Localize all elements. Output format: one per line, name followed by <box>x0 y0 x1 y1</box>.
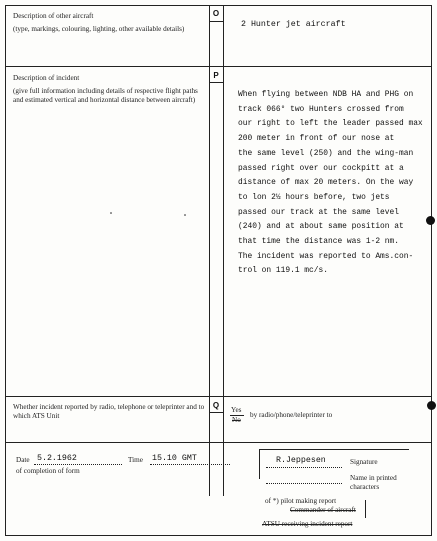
code-q: Q <box>212 401 220 410</box>
speck <box>110 212 112 214</box>
other-aircraft-value[interactable]: 2 Hunter jet aircraft <box>241 20 346 29</box>
signature-box-top <box>259 449 409 450</box>
signer-name[interactable]: R.Jeppesen <box>276 456 326 465</box>
narrative-line: to lon 2½ hours before, two jets <box>238 192 390 202</box>
time-underline <box>150 464 230 465</box>
struck-atsu: ATSU receiving incident report <box>262 520 353 528</box>
time-label: Time <box>128 456 143 464</box>
narrative-line: passed our track at the same level <box>238 207 399 217</box>
narrative-line: track 066° two Hunters crossed from <box>238 104 404 114</box>
column-divider-right <box>223 5 224 496</box>
date-value[interactable]: 5.2.1962 <box>37 454 77 463</box>
name-underline <box>266 483 342 484</box>
punch-hole <box>426 216 435 225</box>
incident-label: Description of incident <box>13 74 80 82</box>
narrative-line: (240) and at about same position at <box>238 222 404 232</box>
completion-label: of completion of form <box>16 467 80 475</box>
signature-box-left <box>259 449 260 479</box>
time-value[interactable]: 15.10 GMT <box>152 454 197 463</box>
name-printed-label: Name in printed characters <box>350 474 397 491</box>
of-pilot-label: of *) pilot making report <box>265 497 337 505</box>
narrative-line: passed right over our cockpitt at a <box>238 163 404 173</box>
speck <box>184 214 186 216</box>
date-label: Date <box>16 456 30 464</box>
narrative-line: that time the distance was 1-2 nm. <box>238 237 399 247</box>
signature-box-right <box>365 500 366 518</box>
narrative-line: The incident was reported to Ams.con- <box>238 251 414 261</box>
reported-label: Whether incident reported by radio, telephone or teleprinter and to which ATS Unit <box>13 403 205 420</box>
code-p: P <box>213 71 219 80</box>
narrative-line: our right to left the leader passed max <box>238 119 423 129</box>
narrative-line: When flying between NDB HA and PHG on <box>238 90 414 99</box>
punch-hole <box>427 401 436 410</box>
code-box-bottom-o <box>209 21 223 22</box>
signature-underline <box>266 467 342 468</box>
yes-no-divider <box>230 415 244 416</box>
incident-hint: (give full information including details of respective flight paths and estimated vertical and horizontal distance between aircraft) <box>13 87 198 104</box>
code-box-bottom-p <box>209 82 223 83</box>
code-box-bottom-q <box>209 412 223 413</box>
other-aircraft-label: Description of other aircraft <box>13 12 94 20</box>
row-divider-1 <box>5 66 432 67</box>
narrative-line: the same level (250) and the wing-man <box>238 148 414 158</box>
other-aircraft-hint: (type, markings, colouring, lighting, other available details) <box>13 25 185 33</box>
narrative-line: 200 meter in front of our nose at <box>238 134 395 144</box>
signature-label: Signature <box>350 458 378 466</box>
narrative-line: trol on 119.1 mc/s. <box>238 266 328 276</box>
incident-narrative[interactable] <box>238 88 434 279</box>
row-divider-3 <box>5 442 432 443</box>
date-underline <box>34 464 122 465</box>
reported-yes[interactable]: Yes <box>231 406 242 414</box>
reported-by-text: by radio/phone/teleprinter to <box>250 411 333 419</box>
reported-no[interactable]: No <box>232 416 241 424</box>
code-o: O <box>212 9 220 18</box>
row-divider-2 <box>5 396 432 397</box>
narrative-line: distance of max 20 meters. On the way <box>238 178 414 188</box>
struck-commander: Commander of aircraft <box>290 506 356 514</box>
